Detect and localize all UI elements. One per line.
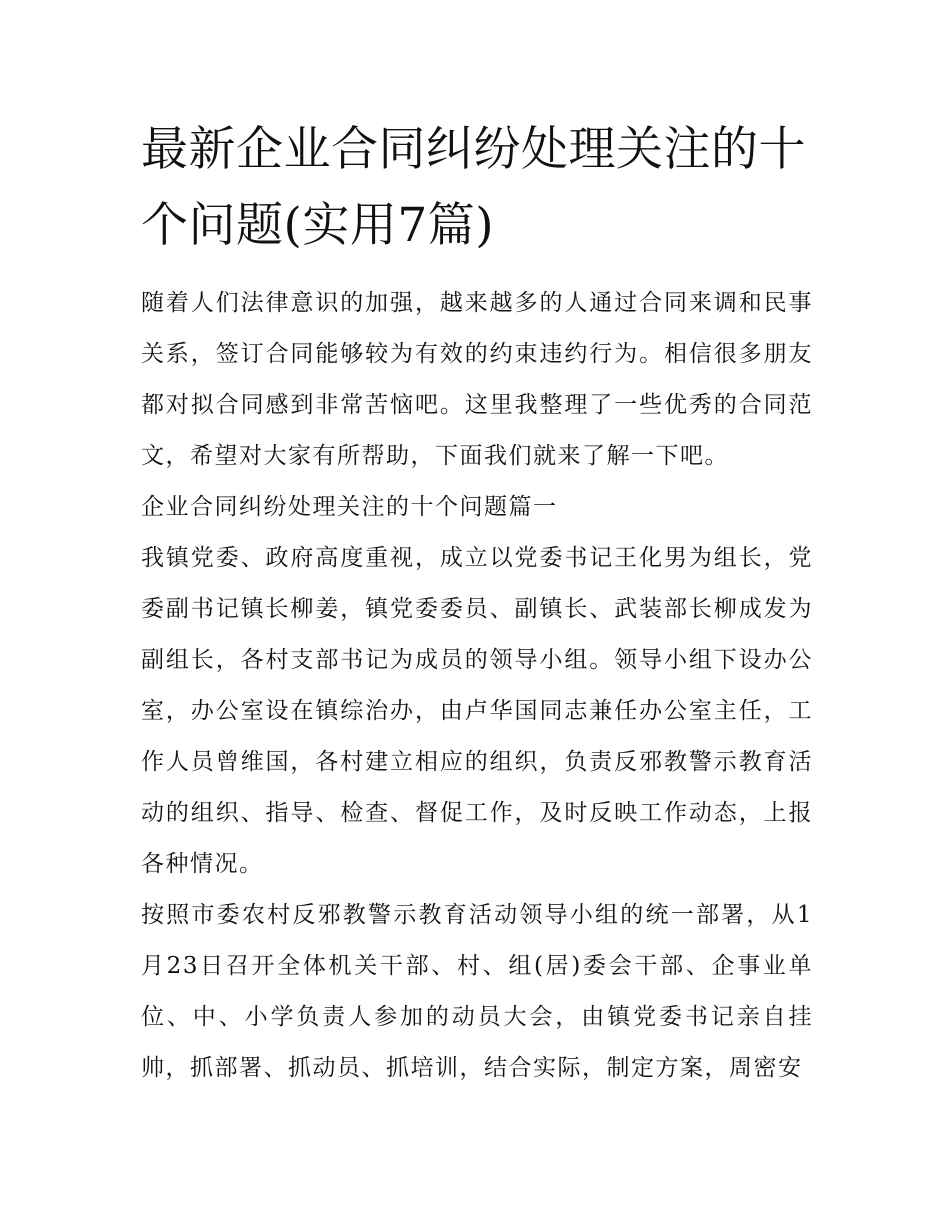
body-paragraph-2: 按照市委农村反邪教警示教育活动领导小组的统一部署，从1月23日召开全体机关干部、村、组(居)委会干部、企事业单位、中、小学负责人参加的动员大会，由镇党委书记亲自挂帅，抓部署、抓动员、抓培训，结合实际，制定方案，周密安 (141, 902, 813, 1081)
document-body (141, 278, 813, 1094)
section-heading: 企业合同纠纷处理关注的十个问题篇一 (141, 494, 558, 520)
body-paragraph-1: 我镇党委、政府高度重视，成立以党委书记王化男为组长，党委副书记镇长柳姜，镇党委委员、副镇长、武装部长柳成发为副组长，各村支部书记为成员的领导小组。领导小组下设办公室，办公室设在镇综治办，由卢华国同志兼任办公室主任，工作人员曾维国，各村建立相应的组织，负责反邪教警示教育活动的组织、指导、检查、督促工作，及时反映工作动态，上报各种情况。 (141, 545, 813, 877)
document-title: 最新企业合同纠纷处理关注的十个问题(实用7篇) (141, 122, 806, 253)
intro-paragraph: 随着人们法律意识的加强，越来越多的人通过合同来调和民事关系，签订合同能够较为有效的约束违约行为。相信很多朋友都对拟合同感到非常苦恼吧。这里我整理了一些优秀的合同范文，希望对大家有所帮助，下面我们就来了解一下吧。 (141, 290, 813, 469)
